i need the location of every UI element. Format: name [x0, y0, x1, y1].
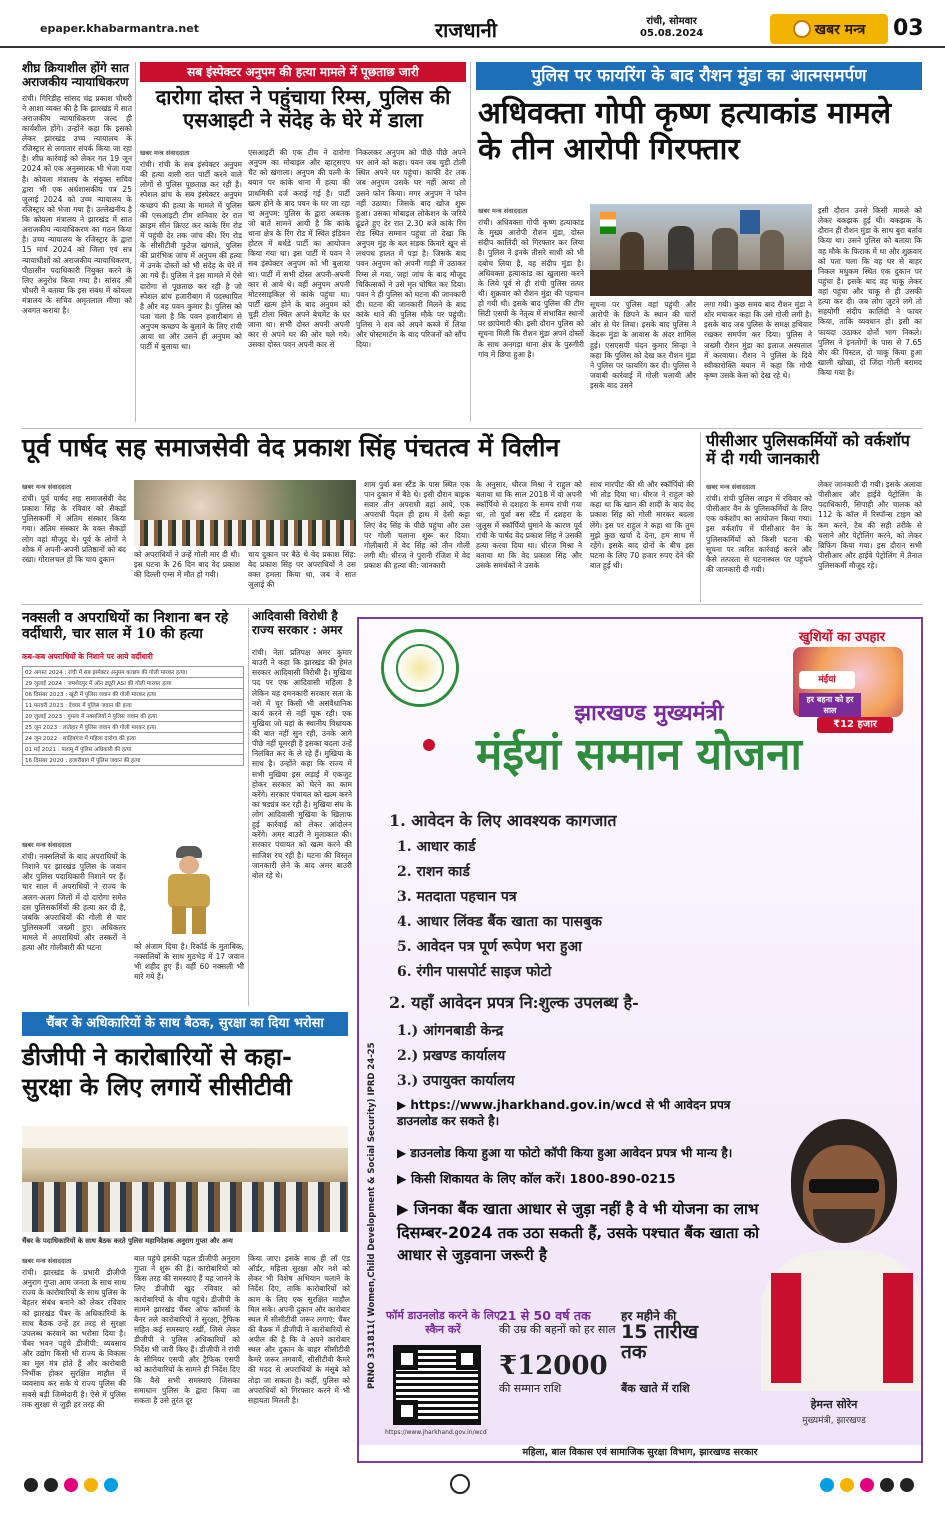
table-row: 11 फरवरी 2023 : देवघर में पुलिस जवान की हत्या [23, 700, 244, 711]
table-row: 16 दिसंबर 2020 : हजारीबाग में पुलिस जवान की हत्या [23, 755, 244, 766]
brand-logo [770, 14, 888, 44]
jharkhand-emblem-icon [381, 629, 459, 707]
place-item: 2.) प्रखण्ड कार्यालय [397, 1048, 506, 1064]
bullet-photocopy: ▶ डाउनलोड किया हुआ या फोटो कॉपी किया हुआ आवेदन प्रपत्र भी मान्य है। [397, 1146, 733, 1160]
doc-item: 3. मतदाता पहचान पत्र [397, 889, 517, 905]
story-ved-body-1: रांची। पूर्व पार्षद सह समाजसेवी वेद प्रकाश सिंह के रविवार को सैकड़ों पुलिसकर्मी में अंतिम संस्कार किया गया। अंतिम संस्कार के वक्त सैकड़ों लोग वहां मौजूद थे। पूर्व के लोगों ने शोक में अपनी-अपनी प्रतिष्ठानों को बंद रखा। गोरालचल हो कि चाय दुकान [22, 494, 126, 564]
byline: खबर मन्त्र संवाददाता [22, 1257, 72, 1265]
story-police-body-1: रांची। नक्सलियों के बाद अपराधियों के निशाने पर झारखंड पुलिस के जवान और पुलिस पदाधिकारी निशाने पर हैं। चार साल में अपराधियों ने राज्य के अलग-अलग जिलों में दो दारोगा समेत दस पुलिसकर्मियों की हत्या कर दी है, जबकि अपराधियों की गोली से चार पुलिसकर्मी जख्मी हुए। अधिकतर मामले में अपराधियों और तस्करों ने हत्या और गोलीबारी की घटना [22, 852, 126, 953]
story-si-body-3: निकलकर अनुपम को पीछे पीछे अपने घर आने को कहा। पवन जब चुड़ी टोली स्थित अपने घर पहुंचा। काफी देर तक जब अनुपम उसके घर नहीं आया तो उसने फोन किया। मगर अनुपम ने फोन नहीं उठाया। जिसके बाद खोज शुरू हुआ। उसका मोबाइल लोकेशन के जरिये ढूंढते हुए देर रात 2.30 बजे कांके रिंग रोड स्थित सम्मान पहुंचा तो देखा कि अनुपम मुंह के बल सड़क किनारे खून से लथपथ हालत में पड़ा है। जिसके बाद पवन अनुपम को अपनी गाड़ी में उठाकर रिम्स ले गया, जहां जांच के बाद मौजूद चिकित्सकों ने उसे मृत घोषित कर दिया। पवन ने ही पुलिस को घटना की जानकारी दी। घटना की जानकारी मिलने के बाद कांके थाने की पुलिस मौके पर पहुंची। पुलिस ने शव को अपने कब्जे में लिया और पोस्टमार्टम के बाद परिजनों को सौंप दिया। [356, 148, 466, 350]
story-police-body-2: को अंजाम दिया है। रिकॉर्ड के मुताबिक, नक्सलियों के साथ मुठभेड़ में 17 जवान भी शहीद हुए हैं। वहीं 60 नक्सली भी मारे गये हैं। [134, 942, 244, 982]
story-ved-body-5: के अनुसार, धीरज मिश्रा ने राहुल को बताया था कि साल 2018 में वो अपनी स्कॉर्पियो से दशहरा के समय रांची गया था, तो पुर्वा बस स्टैंड में दशहरा के जुलूस में स्कॉर्पियो घुमाने के कारण पूर्व रांची के पार्षद वेद प्रकाश सिंह ने उसकी हत्या करवा दिया था। धीरज मिश्रा ने बताया था कि वेद प्रकाश सिंह और उसके समर्थकों ने उसके [476, 480, 582, 570]
doc-item: 4. आधार लिंक्ड बैंक खाता का पासबुक [397, 914, 602, 930]
story-dgp-body-3: किया जाए। इसके साथ ही लॉ एंड ऑर्डर, महिला सुरक्षा और नशे को लेकर भी विशेष अभियान चलाने के निर्देश दिए, ताकि कारोबारियों को काम के लिए एक सुरक्षित माहौल मिल सके। अपनी दुकान और कारोबार स्थल में सीसीटीवी जरूर लगाएं: चैंबर की बैठक में डीजीपी ने कारोबारियों से अपील की है कि वे अपने कारोबार स्थल और दुकान के बाहर सीसीटीवी कैमरे जरूर लगवायें, सीसीटीवी कैमरे की मदद से अपराधियों के मंसूबे को तोड़ा जा सकता है। कहीं, पुलिस को अपराधियों को गिरफ्तार करने में भी सहायता मिलती है। [248, 1254, 350, 1405]
doc-item: 5. आवेदन पत्र पूर्ण रूपेण भरा हुआ [397, 939, 582, 955]
scheme-subtitle: झारखण्ड मुख्यमंत्री [574, 700, 724, 726]
place-day: रांची, सोमवार [646, 16, 697, 27]
table-row: 01 मई 2021 : पलामू में पुलिस अधिकारी की हत्या [23, 744, 244, 755]
table-row: 02 अगस्त 2024 : रांची में सब इंस्पेक्टर अनुपम कच्छप की गोली मारकर हत्या। [23, 667, 244, 678]
story-pcr-headline: पीसीआर पुलिसकर्मियों को वर्कशॉप में दी गयी जानकारी [706, 431, 910, 469]
story-police-col1 [22, 840, 126, 1012]
story-dgp-body-2: बात पहुंचे इसकी पहल डीजीपी अनुराग गुप्ता ने शुरू की है। कारोबारियों को किस तरह की समस्याएं हैं यह जानने के लिए डीजीपी खुद रविवार को कारोबारियों के बीच पहुंचे। डीजीपी के सामने झारखंड चैंबर ऑफ कॉमर्स के बैनर तले कारोबारियों ने सुरक्षा, ट्रैफिक सहित कई समस्याएं रखीं, जिसे लेकर डीजीपी ने पुलिस अधिकारियों को निर्देश भी जारी किए हैं। डीजीपी ने रांची के सीनियर एसपी और ट्रैफिक एसपी को कारोबारियों के सामने ही निर्देश दिए कि वैसे सभी समस्याएं जिसका समाधान पुलिस के द्वारा किया जा सकता है उसे तुरंत दूर [134, 1254, 240, 1405]
arrow-right-icon: ▶ [397, 1098, 411, 1112]
story-ved-headline: पूर्व पार्षद सह समाजसेवी वेद प्रकाश सिंह पंचतत्व में विलीन [22, 433, 560, 462]
ad-release-number: PRNO 331811( Women,Child Development & Social Security) IPRD 24-25 [367, 1042, 377, 1389]
police-incidents-table [22, 666, 244, 766]
annual-amount: ₹12000 [499, 1351, 608, 1381]
story-advocate-body-1: रांची। अधिवक्ता गोपी कृष्ण हत्याकांड के मुख्य आरोपी रौशन मुंडा, दोस्त संदीप कालिंदी को गिरफ्तार कर लिया है। पुलिस ने इनके तीसरे साथी को भी दबोच लिया है, वह संदीप मुंडा है। अधिवक्ता हत्याकांड का खुलासा करने के लिये पूर्व से ही रांची पुलिस तत्पर थी। शुक्रवार को रौशन मुंडा की पहचान हो गयी थी। इसके बाद पुलिस की टीम सिटी एसपी के नेतृत्व में संभावित स्थानों पर छापेमारी की। इसी दौरान पुलिस को सूचना मिली कि रौशन मुंडा अपने दोस्तों के साथ अनगड़ा थाना क्षेत्र के पुरुगीरी गांव में छिपा हुआ है। [478, 218, 584, 359]
gift-brand: मंईयां [799, 671, 855, 689]
registration-crosshair-icon [450, 1474, 470, 1494]
story-advocate-body-3: लगा गयी। कुछ समय बाद रौशन मुंडा ने शोर मचाकर कहा कि उसे गोली लगी है। इसके बाद जब पुलिस के समक्ष हथियार रखकर समर्पण कर दिया। पुलिस ने जख्मी रौशन मुंडा का इलाज अस्पताल में करवाया। रौशन ने पुलिस के दिये स्वीकारोक्ति बयान में कहा कि गोपी कृष्ण उसके केस को देख रहे थे। [704, 300, 812, 380]
qr-code[interactable] [393, 1345, 481, 1425]
story-advocate-col1 [478, 206, 584, 424]
story-amar-body: रांची। नेता प्रतिपक्ष अमर कुमार बाउरी ने कहा कि झारखंड की हेमंत सरकार आदिवासी विरोधी है। मुखिया पद पर एक आदिवासी महिला है लेकिन यह दमनकारी सरकार सता के नशे में चूर किसी भी असंवैधानिक कार्य करने से नहीं चूक रही। एक मुखिया जो यहां के स्थानीय विधायक की बात नहीं सुन रही, उनके आगे पीछे नहीं घूमरही है इसका बदला उन्हें निलंबित कर के ले रहे हैं। मुखिया के साथ है। उन्होंने कहा कि राज्य में सभी मुखिया इस लड़ाई में एकजुट होकर सरकार को घेरने का काम करेंगे। सरकार पंचायत को खत्म करने का षड्यंत्र कर रही है। मुखिया संघ के लोग आदिवासी मुखिया के खिलाफ हुई कार्रवाई को लेकर आंदोलन करेंगे। अमर बाउरी ने मुलाकात की। सरकार पंचायत को खत्म करने की साजिश रच रही है। घटना की विस्तृत जानकारी लेने के बाद अमर बाउरी बोल रहे थे। [252, 648, 352, 880]
story-dgp-kicker: चैंबर के अधिकारियों के साथ बैठक, सुरक्षा का दिया भरोसा [22, 1012, 348, 1036]
story-si-headline: दारोगा दोस्त ने पहुंचाया रिम्स, पुलिस की एसआइटी ने संदेह के घेरे में डाला [155, 85, 451, 132]
bullet-helpline: ▶ किसी शिकायत के लिए कॉल करें। 1800-890-0215 [397, 1171, 676, 1186]
docs-heading: 1. आवेदन के लिए आवश्यक कागजात [389, 811, 617, 830]
age-desc: की उम्र की बहनों को हर साल [499, 1323, 616, 1336]
brand-emblem-icon [793, 20, 811, 38]
story-si-body-1: रांची। रांची के सब इंस्पेक्टर अनुपम की हत्या वाली रात पार्टी करने वाले लोगों से पुलिस पूछताछ कर रही है। स्पेशल ब्रांच के सब इंस्पेक्टर अनुपम कच्छप की हत्या के मामले में पुलिस की एसआइटी टीम शनिवार देर रात क्राइम सीन क्रिएट कर काके रिंग रोड में पहुंची देर तक जांच की। रिंग रोड के सीसीटीवी फुटेज खंगाले, पुलिस की प्रारंभिक जांच में अनुपम की हत्या में उनके दोस्तों को भी संदेह के घेरे में आ गये हैं। पुलिस ने इस मामले में ऐसे दारोगा से पूछताछ कर रही है जो स्पेशल ब्रांच हजारीबाग में पदस्थापित है और वह पवन कुमार है। पुलिस को पता चला है कि पवन हजारीबाग से अनुपम कच्छप के बुलाने के लिए रांची आया था और उसने ही अनुपम को पार्टी में बुलाया था। [140, 160, 242, 352]
police-officer-illustration [134, 842, 244, 938]
story-advocate-headline: अधिवक्ता गोपी कृष्ण हत्याकांड मामले के तीन आरोपी गिरफ्तार [478, 96, 892, 167]
gift-line: हर बहना को हर साल [799, 693, 861, 717]
story-pcr-body-2: लेकर जानकारी दी गयी। इसके अलावा पीसीआर और हाईवे पेट्रोलिंग के पदाधिकारी, सिपाही और चालक को 112 के कॉल में रिस्पॉन्स टाइम को कम करने, टैब की सही तरीके से चलाने और पेट्रोलिंग करने, को लेकर ब्रिफिंग किया गया। इस दौरान सभी पीसीआर और हाईवे पेट्रोलिंग में तैनात पुलिसकर्मी मौजूद रहे। [818, 480, 922, 570]
table-row: 06 दिसंबर 2023 : खूंटी में पुलिस जवान की गोली मारकर हत्या [23, 689, 244, 700]
byline: खबर मन्त्र संवाददाता [140, 149, 190, 157]
cm-name: हेमन्त सोरेन [810, 1398, 858, 1411]
bullet-download: ▶ https://www.jharkhand.gov.in/wcd से भी आवेदन प्रपत्र डाउनलोड कर सकते है। [397, 1098, 731, 1129]
story-si-body-2: एसआइटी की एक टीम ने दारोगा अनुपम का मोबाइल और व्हाट्सएप चैट को खंगाला। अनुपम की पत्नी के बयान पर कांके थाना में हत्या की प्राथमिकी दर्ज कराई गई है। पार्टी खत्म होने के बाद पवन के घर जा रहा था अनुपम: पुलिस के द्वारा अबतक जो बातें सामने आयी है कि कांके थाना क्षेत्र के रिंग रोड में स्थित इंडियन होटल में बर्थडे पार्टी का आयोजन किया गया था। इस पार्टी में पवन ने सब इंस्पेक्टर अनुपम को भी बुलाया था। पार्टी में सभी दोस्त अपनी-अपनी कार से आये थे। वहीं अनुपम अपनी मोटरसाइकिल से कांके पहुंचा था। पार्टी खत्म होने के बाद अनुपम को चुड़ी टोला स्थित अपने बेचमेंट के घर जाना था। सभी दोस्त अपनी अपनी कार से अपने घर की ओर चले गये। उसका दोस्त पवन अपनी कार से [248, 148, 350, 350]
site-url[interactable]: epaper.khabarmantra.net [40, 22, 199, 35]
story-advocate-body-2: सूचना पर पुलिस वहां पहुंची और आरोपी के छिपने के स्थान की चारों ओर से घेर लिया। इसके बाद पुलिस ने केंदरू मुंडा के आवास के अंदर शामिल हुई। एसएसपी चंदन कुमार सिन्हा ने कहा कि पुलिस को देख कर रौशन मुंडा ने पुलिस पर फायरिंग कर दी। पुलिस ने जवाबी कार्रवाई में गोली चलायी और इसके बाद उसने [590, 300, 696, 390]
dateline [640, 16, 703, 40]
department-footer: महिला, बाल विकास एवं सामाजिक सुरक्षा विभाग, झारखण्ड सरकार [359, 1445, 921, 1461]
scan-title: फॉर्म डाउनलोड करने के लिए स्कैन करें [385, 1309, 501, 1336]
monthly-date: 15 तारीख तक [621, 1321, 699, 1363]
story-dgp-col1 [22, 1256, 126, 1464]
story-pcr-body-1: रांची। रांची पुलिस लाइन में रविवार को पीसीआर वैन के पुलिसकर्मियों के लिए एक वर्कशॉप का आयोजन किया गया। इस वर्कशॉप में पीसीआर वैन के पुलिसकर्मियों को किसी घटना की सूचना पर त्वरित कार्रवाई करने और कैसे तत्परता से घटनास्थल पर पहुंचने की जानकारी दी गयी। [706, 494, 812, 574]
table-row: 24 जून 2022 : साहिबगंज में महिला दारोगा की हत्या [23, 733, 244, 744]
story-si-kicker: सब इंस्पेक्टर अनुपम की हत्या मामले में पूछताछ जारी [140, 62, 466, 82]
places-heading: 2. यहाँ आवेदन प्रपत्र नि:शुल्क उपलब्ध है- [389, 993, 639, 1012]
story-ved-col1 [22, 482, 126, 602]
byline: खबर मन्त्र संवाददाता [478, 207, 528, 215]
story-tribunal [22, 62, 132, 442]
doc-item: 6. रंगीन पासपोर्ट साइज फोटो [397, 964, 552, 980]
story-dgp-headline: डीजीपी ने कारोबारियों से कहा- सुरक्षा के लिए लगायें सीसीटीवी [22, 1042, 293, 1101]
byline: खबर मन्त्र संवाददाता [706, 483, 756, 491]
arrow-right-icon: ▶ [397, 1200, 414, 1218]
advertisement-maiyan-samman [357, 617, 923, 1463]
story-advocate-body-4: इसी दौरान उनसे किसी मामले को लेकर बकझक हुई थी। बकझक के दौरान ही रौशन मुंडा के साथ बुरा बर्ताव किया था। उसने पुलिस को बताया कि वह मौके के फिराक में था और शुक्रवार को पता चला कि वह घर से बाहर निकल मधुकम स्थित एक दुकान पर पहुंचा है। इसके बाद वह चाकू लेकर वहां पहुंचा और चाकू से ही उसकी हत्या कर दी। जब लोग जुटने लगे तो सहयोगी संदीप कालिंदी ने फायर किया, ताकि व्यवधान हो। इसी का फायदा उठाकर दोनों भाग निकले। पुलिस ने इनलोगों के पास से 7.65 बोर की पिस्टल, दो चाकू किया हुआ खाली खोखा, दो जिंदा गोली बरामद किया गया है। [818, 206, 922, 377]
story-amar-headline: आदिवासी विरोधी है राज्य सरकार : अमर [252, 609, 343, 637]
masthead [0, 0, 945, 48]
table-row: 29 जुलाई 2024 : जमशेदपुर में ऑन ड्यूटी ASI की गोली मारकर हत्या [23, 678, 244, 689]
gift-title: खुशियों का उपहार [798, 630, 886, 645]
qr-url[interactable]: https://www.jharkhand.gov.in/wcd [385, 1429, 487, 1436]
story-si-col1 [140, 148, 242, 430]
place-item: 1.) आंगनबाडी केन्द्र [397, 1023, 504, 1039]
issue-date: 05.08.2024 [640, 28, 704, 39]
scheme-title: मंईयां सम्मान योजना [476, 729, 802, 780]
story-advocate-kicker: पुलिस पर फायरिंग के बाद रौशन मुंडा का आत्मसमर्पण [476, 62, 922, 90]
bullet-bank-aadhaar: ▶ जिनका बैंक खाता आधार से जुड़ा नहीं है वे भी योजना का लाभ दिसम्बर-2024 तक उठा सकती हैं, उसके पश्चात बैंक खाता को आधार से जुड़वाना जरूरी है [397, 1200, 759, 1264]
page-number: 03 [893, 16, 924, 41]
chief-minister-portrait [761, 1101, 923, 1391]
table-row: 20 जुलाई 2023 : गुमला में नक्सलियों ने पुलिस जवान की हत्या [23, 711, 244, 722]
title-dot-icon [423, 739, 435, 751]
story-police-table-title: कब-कब अपराधियों के निशाने पर आये वर्दीधारी [22, 652, 153, 661]
table-row: 25 जून 2023 : लातेहार में पुलिस जवान की गोली मारकर हत्या [23, 722, 244, 733]
monthly-line-1: हर महीने की [621, 1309, 677, 1323]
funeral-crowd-photo [134, 480, 356, 546]
story-police-headline: नक्सली व अपराधियों का निशाना बन रहे वर्दीधारी, चार साल में 10 की हत्या [22, 610, 229, 643]
cm-title: मुख्यमंत्री, झारखण्ड [802, 1416, 866, 1426]
arrow-right-icon: ▶ [397, 1171, 411, 1186]
story-dgp-body-1: रांची। झारखंड के प्रभारी डीजीपी अनुराग गुप्ता आम जनता के साथ साथ राज्य के कारोबारियों के साथ पुलिस के बेहतर संबंध बनाने को लेकर रविवार को झारखंड चैंबर के अधिकारियों के साथ बैठक उन्हें हर तरह से सुरक्षा उपलब्ध करवाने का भरोसा दिया है। चैंबर भवन पहुंचे डीजीपी: व्यवसाय और उद्योग किसी भी राज्य के विकास का मूल मंत्र होते हैं और कारोबारी निर्भीक होकर सुरक्षित माहौल में व्यवसाय कर सके ये राज्य पुलिस की सबसे बड़ी जिम्मेदारी है। ऐसे में पुलिस तक सुरक्षा से जुड़ी हर तरह की [22, 1268, 126, 1409]
section-title: राजधानी [435, 18, 497, 42]
doc-item: 2. राशन कार्ड [397, 864, 470, 880]
story-ved-body-3: चाय दुकान पर बैठे थे वेद प्रकाश सिंह: वेद प्रकाश सिंह पर अपराधियों ने उस वक्त हमला किया था, जब वे सात जुलाई की [248, 550, 356, 590]
doc-item: 1. आधार कार्ड [397, 839, 476, 855]
press-conference-photo [590, 204, 812, 296]
gift-amount: ₹12 हजार [817, 717, 893, 733]
story-ved-body-4: शाम पुर्वा बस स्टैंड के पास स्थित एक पान दुकान में बैठे थे। इसी दौरान बाइक सवार तीन अपराधी वहां आये, एक अपराधी पैदल ही हाथ में देसी कट्टा लिए वेद सिंह के पीछे पहुंचा और उस पर गोली चलाना शुरू कर दिया। गोलीबारी में वेद सिंह को तीन गोली लगी थी। धीरज ने पुरानी रंजिश में वेद प्रकाश की हत्या की: जानकारी [364, 480, 470, 570]
brand-name: खबर मन्त्र [814, 21, 866, 38]
amount-desc: की सम्मान राशि [499, 1382, 562, 1395]
story-pcr-col1 [706, 482, 812, 602]
place-item: 3.) उपायुक्त कार्यालय [397, 1073, 515, 1089]
dgp-photo-caption: चैंबर के पदाधिकारियों के साथ बैठक करते पुलिस महानिदेशक अनुराग गुप्ता और अन्य [22, 1237, 233, 1245]
age-range: 21 से 50 वर्ष तक [499, 1308, 591, 1323]
byline: खबर मन्त्र संवाददाता [22, 483, 72, 491]
story-ved-body-6: साथ मारपीट की थी और स्कॉर्पियो की भी तोड़ दिया था। धीरज ने राहुल को कहा था कि खान की शादी के बाद वेद प्रकाश सिंह को गोली मारकर बदला लेंगे। इस पर राहुल ने कहा था कि तुम मुझे कुछ खर्चा दे देना, हम साथ में रहेंगे। इसके बाद दोनों के बीच इस घटना के लिए 70 हजार रुपए देने की बात हुई थी। [590, 480, 694, 570]
monthly-line-3: बैंक खाते में राशि [621, 1382, 690, 1395]
story-ved-body-2: को अपराधियों ने उन्हें गोली मार दी थी। इस घटना के 26 दिन बाद वेद प्रकाश की दिल्ली एम्स में मौत हो गयी। [134, 550, 240, 580]
byline: खबर मन्त्र संवाददाता [22, 841, 72, 849]
arrow-right-icon: ▶ [397, 1146, 411, 1160]
story-tribunal-headline: शीघ्र क्रियाशील होंगे सात अराजकीय न्यायाधिकरण [22, 61, 129, 89]
dgp-meeting-photo [22, 1126, 348, 1232]
story-tribunal-body: रांची। गिरिडीह सांसद चंद्र प्रकाश चौधरी ने आशा व्यक्त की है कि झारखंड में सात अराजकीय न्यायाधिकरण जल्द ही कार्यशील होंगे। उन्होंने कहा कि इसको लेकर झारखंड उच्च न्यायालय के रजिस्ट्रार से लगातार संपर्क किया जा रहा है। शीघ्र कार्रवाई को लेकर गत 19 जून 2024 को एक अनुस्मारक भी भेजा गया है। कोयला मंत्रालय के संयुक्त सचिव द्वारा भी एक अर्धशासकीय पत्र 25 जुलाई 2024 को उच्च न्यायालय के रजिस्ट्रार को भेजा गया है। उल्लेखनीय है कि कोयला मंत्रालय ने झारखंड में सात अराजकीय न्यायाधिकरण का गठन किया है। उच्च न्यायालय के रजिस्ट्रार के द्वारा 15 मार्च 2024 को जिला एवं सत्र न्यायाधीशों को अराजकीय न्यायाधिकरण, पीठासीन पदाधिकारी नियुक्त करने के लिए अनुरोध किया गया है। सांसद श्री चौधरी ने बताया कि इस संबंध में कोयला मंत्रालय के सचिव अमृतलाल मीणा को अवगत कराया है। [22, 93, 132, 316]
